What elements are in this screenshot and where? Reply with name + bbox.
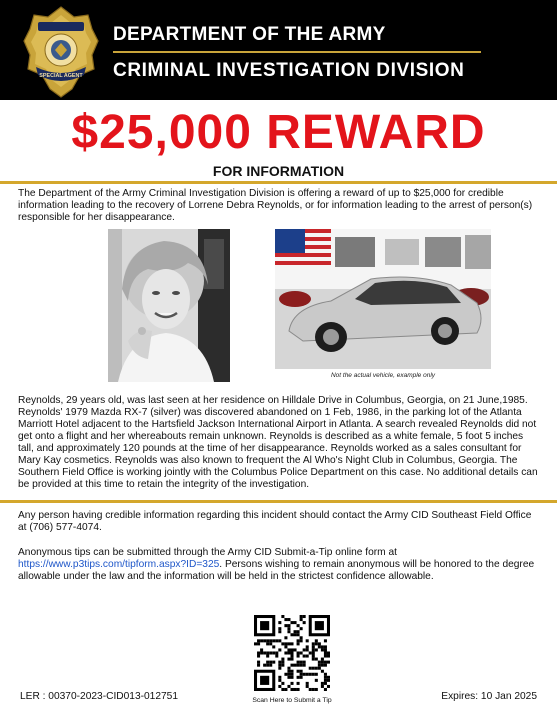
qr-module: [263, 664, 266, 667]
qr-module: [278, 648, 281, 651]
anonymous-text-after: . Persons wishing to remain anonymous will be honored to the degree allowable under the law and the information will be held in the strictest confidence allowable.: [18, 559, 535, 582]
qr-module: [290, 633, 293, 636]
qr-module: [324, 651, 327, 654]
qr-module: [306, 673, 309, 676]
qr-module: [281, 682, 284, 685]
header-title-department: DEPARTMENT OF THE ARMY: [113, 24, 386, 45]
qr-module: [278, 661, 281, 664]
qr-module: [287, 642, 290, 645]
qr-module: [321, 670, 324, 673]
qr-module: [278, 676, 281, 679]
qr-module: [300, 673, 303, 676]
qr-module: [257, 642, 260, 645]
qr-finder-center: [315, 621, 324, 630]
qr-module: [284, 624, 287, 627]
qr-module: [290, 642, 293, 645]
badge-text: SPECIAL AGENT: [39, 73, 83, 79]
qr-module: [294, 664, 297, 667]
qr-module: [294, 648, 297, 651]
qr-module: [275, 655, 278, 658]
qr-module: [300, 618, 303, 621]
header-divider: [113, 51, 481, 53]
qr-module: [287, 685, 290, 688]
qr-module: [321, 645, 324, 648]
portrait-photo-icon: [108, 229, 230, 382]
divider-top: [0, 181, 557, 184]
qr-module: [306, 645, 309, 648]
qr-module: [284, 618, 287, 621]
qr-module: [284, 636, 287, 639]
qr-module: [321, 664, 324, 667]
qr-module: [290, 688, 293, 691]
qr-module: [287, 670, 290, 673]
qr-module: [257, 664, 260, 667]
qr-module: [260, 639, 263, 642]
qr-module: [324, 679, 327, 682]
qr-module: [324, 655, 327, 658]
qr-module: [300, 670, 303, 673]
qr-module: [327, 655, 330, 658]
qr-module: [287, 630, 290, 633]
qr-module: [275, 651, 278, 654]
qr-module: [315, 648, 318, 651]
qr-module: [315, 679, 318, 682]
qr-module: [290, 655, 293, 658]
qr-module: [257, 651, 260, 654]
qr-module: [297, 642, 300, 645]
qr-module: [278, 685, 281, 688]
qr-module: [290, 673, 293, 676]
anonymous-text-before: Anonymous tips can be submitted through the Army CID Submit-a-Tip online form at: [18, 547, 397, 558]
qr-module: [327, 661, 330, 664]
qr-module: [278, 679, 281, 682]
qr-module: [300, 639, 303, 642]
qr-module: [297, 639, 300, 642]
qr-module: [315, 642, 318, 645]
qr-module: [287, 648, 290, 651]
qr-module: [306, 685, 309, 688]
qr-module: [269, 639, 272, 642]
qr-module: [287, 624, 290, 627]
qr-module: [300, 627, 303, 630]
qr-module: [257, 661, 260, 664]
qr-module: [303, 664, 306, 667]
qr-module: [300, 676, 303, 679]
qr-module: [315, 658, 318, 661]
qr-module: [300, 661, 303, 664]
qr-caption: Scan Here to Submit a Tip: [252, 697, 332, 704]
qr-module: [315, 688, 318, 691]
qr-module: [324, 648, 327, 651]
qr-module: [297, 664, 300, 667]
qr-module: [312, 658, 315, 661]
qr-module: [266, 651, 269, 654]
qr-module: [318, 661, 321, 664]
qr-module: [266, 664, 269, 667]
qr-module: [278, 621, 281, 624]
qr-module: [309, 688, 312, 691]
qr-module: [306, 682, 309, 685]
qr-module: [287, 627, 290, 630]
qr-module: [312, 655, 315, 658]
qr-module: [266, 642, 269, 645]
qr-module: [303, 648, 306, 651]
qr-finder-center: [260, 621, 269, 630]
qr-module: [324, 645, 327, 648]
qr-module: [327, 679, 330, 682]
qr-module: [272, 645, 275, 648]
qr-module: [272, 661, 275, 664]
qr-module: [312, 651, 315, 654]
qr-module: [318, 642, 321, 645]
qr-module: [281, 661, 284, 664]
qr-module: [272, 651, 275, 654]
qr-module: [327, 676, 330, 679]
qr-module: [257, 639, 260, 642]
qr-module: [269, 661, 272, 664]
qr-module: [324, 639, 327, 642]
intro-paragraph: The Department of the Army Criminal Investigation Division is offering a reward of up to $25,000 for credible information leading to the recovery of Lorrene Debra Reynolds, or for information leading to the arrest of person(s) responsible for her disappearance.: [18, 188, 533, 223]
qr-module: [324, 676, 327, 679]
qr-module: [309, 667, 312, 670]
qr-module: [281, 658, 284, 661]
qr-module: [290, 664, 293, 667]
reward-subtitle: FOR INFORMATION: [212, 163, 345, 179]
qr-module: [327, 651, 330, 654]
qr-module: [303, 673, 306, 676]
qr-module: [327, 685, 330, 688]
qr-module: [297, 682, 300, 685]
qr-module: [269, 664, 272, 667]
qr-module: [300, 636, 303, 639]
qr-module: [297, 688, 300, 691]
reward-heading: $25,000 REWARD: [71, 106, 486, 159]
qr-module: [318, 664, 321, 667]
case-details-paragraph: Reynolds, 29 years old, was last seen at her residence on Hilldale Drive in Columbus, Georgia, on 21 June,1985. Reynolds' 1979 Mazda RX-7 (silver) was discovered abandoned on 1 Feb, 1986, in the parking lot of the Atlanta Marriott Hotel adjacent to the Hartsfield Jackson International Airport in Atlanta. A search revealed Reynolds did not get onto a flight and her whereabouts remain unknown. Reynolds is described as a white female, 5 foot 5 inches tall, and approximately 120 pounds at the time of her disappearance. Reynolds worked as a sales consultant for Mary Kay cosmetics. Reynolds was also known to frequent the Al Who's Night Club in Columbus, Georgia. The Southern Field Office is working jointly with the Columbus Police Department on this case. No additional details can be provided at this time to retain the integrity of the investigation.: [18, 395, 538, 490]
qr-module: [312, 673, 315, 676]
qr-module: [303, 615, 306, 618]
qr-module: [260, 648, 263, 651]
qr-module: [321, 661, 324, 664]
qr-module: [321, 685, 324, 688]
qr-finder-center: [260, 676, 269, 685]
header-banner: [0, 0, 557, 100]
qr-module: [294, 688, 297, 691]
qr-module: [281, 642, 284, 645]
qr-module: [272, 639, 275, 642]
qr-module: [324, 682, 327, 685]
contact-paragraph: Any person having credible information regarding this incident should contact the Army CID Southeast Field Office at (706) 577-4074.: [18, 510, 532, 533]
qr-module: [294, 633, 297, 636]
qr-module: [297, 633, 300, 636]
qr-module: [278, 664, 281, 667]
qr-module: [281, 664, 284, 667]
qr-code-icon[interactable]: [254, 615, 330, 691]
car-photo-icon: [275, 229, 491, 369]
qr-module: [290, 676, 293, 679]
qr-module: [254, 642, 257, 645]
ler-number: LER : 00370-2023-CID013-012751: [20, 691, 179, 702]
qr-module: [266, 655, 269, 658]
qr-module: [278, 630, 281, 633]
qr-module: [297, 661, 300, 664]
qr-module: [300, 664, 303, 667]
qr-module: [281, 615, 284, 618]
qr-module: [324, 688, 327, 691]
qr-module: [290, 648, 293, 651]
header-title-division: CRIMINAL INVESTIGATION DIVISION: [113, 60, 465, 81]
qr-module: [290, 682, 293, 685]
qr-module: [297, 655, 300, 658]
qr-module: [321, 682, 324, 685]
qr-module: [263, 639, 266, 642]
qr-module: [284, 688, 287, 691]
qr-module: [275, 639, 278, 642]
qr-module: [297, 630, 300, 633]
qr-module: [315, 667, 318, 670]
qr-module: [287, 618, 290, 621]
qr-module: [303, 661, 306, 664]
qr-module: [287, 673, 290, 676]
qr-module: [312, 667, 315, 670]
qr-module: [324, 661, 327, 664]
car-photo-caption: Not the actual vehicle, example only: [330, 372, 436, 379]
qr-module: [269, 642, 272, 645]
qr-module: [290, 621, 293, 624]
qr-module: [303, 621, 306, 624]
qr-module: [281, 688, 284, 691]
divider-bottom: [0, 500, 557, 503]
qr-module: [312, 642, 315, 645]
qr-module: [278, 627, 281, 630]
anonymous-tip-paragraph: [18, 547, 540, 583]
qr-module: [269, 651, 272, 654]
qr-module: [321, 648, 324, 651]
qr-module: [287, 658, 290, 661]
qr-module: [321, 658, 324, 661]
qr-module: [284, 651, 287, 654]
qr-module: [290, 651, 293, 654]
qr-module: [315, 673, 318, 676]
qr-module: [284, 673, 287, 676]
qr-module: [312, 645, 315, 648]
qr-module: [294, 621, 297, 624]
qr-module: [297, 651, 300, 654]
qr-module: [263, 651, 266, 654]
qr-module: [303, 655, 306, 658]
qr-module: [306, 648, 309, 651]
qr-module: [300, 651, 303, 654]
qr-module: [300, 615, 303, 618]
qr-module: [284, 642, 287, 645]
qr-module: [318, 645, 321, 648]
qr-module: [297, 676, 300, 679]
qr-module: [324, 664, 327, 667]
qr-module: [284, 645, 287, 648]
qr-module: [290, 670, 293, 673]
cid-badge-icon: [22, 5, 100, 99]
qr-module: [257, 655, 260, 658]
qr-module: [306, 639, 309, 642]
qr-module: [306, 655, 309, 658]
qr-module: [287, 651, 290, 654]
qr-module: [294, 630, 297, 633]
qr-module: [297, 670, 300, 673]
qr-module: [312, 688, 315, 691]
qr-module: [324, 673, 327, 676]
qr-module: [266, 661, 269, 664]
qr-module: [278, 639, 281, 642]
qr-module: [297, 624, 300, 627]
qr-module: [290, 658, 293, 661]
qr-module: [312, 648, 315, 651]
qr-module: [318, 667, 321, 670]
qr-module: [260, 651, 263, 654]
qr-module: [266, 639, 269, 642]
qr-module: [278, 667, 281, 670]
expiration-date: Expires: 10 Jan 2025: [441, 691, 537, 702]
qr-module: [287, 667, 290, 670]
qr-module: [309, 673, 312, 676]
qr-module: [287, 676, 290, 679]
tip-form-link[interactable]: https://www.p3tips.com/tipform.aspx?ID=325: [18, 559, 220, 570]
qr-module: [315, 639, 318, 642]
qr-module: [309, 651, 312, 654]
